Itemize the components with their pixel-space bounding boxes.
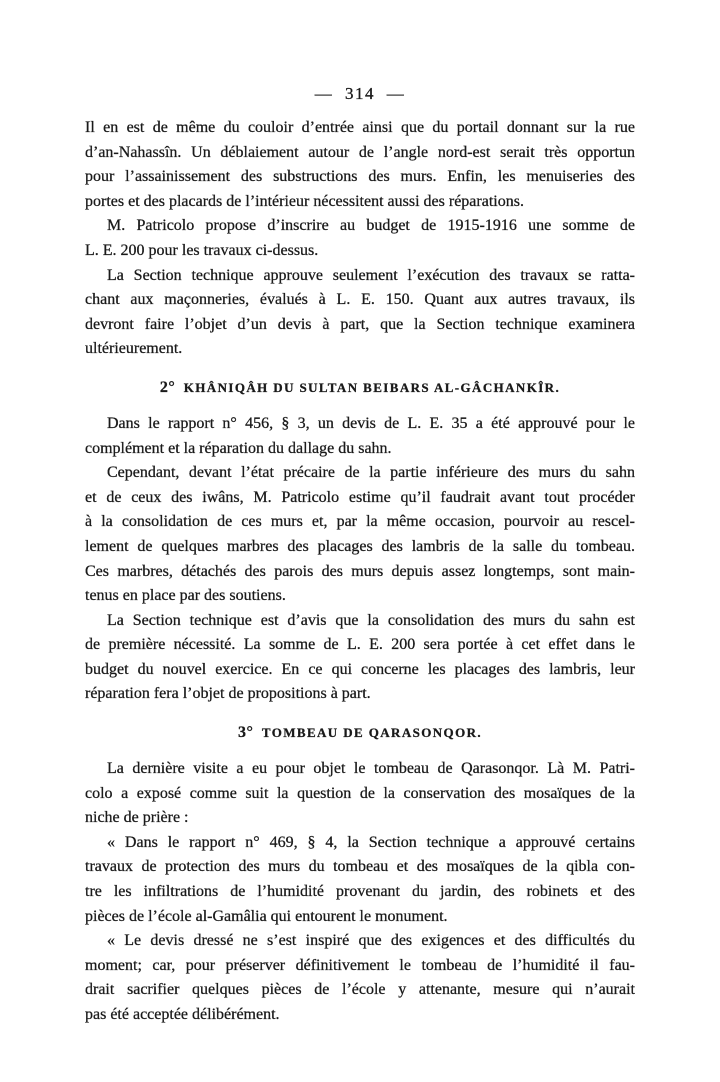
text-line: La Section technique approuve seulement l’exécution des travaux se ratta- (107, 266, 635, 284)
text-line: portes et des placards de l’intérieur nécessitent aussi des réparations. (85, 192, 524, 210)
text-line: chant aux maçonneries, évalués à L. E. 150. Quant aux autres travaux, ils (85, 291, 635, 309)
text-line: et de ceux des iwâns, M. Patricolo estime qu’il faudrait avant tout procéder (85, 488, 635, 506)
text-line: colo a exposé comme suit la question de la conservation des mosaïques de la (85, 784, 635, 802)
text-line: pas été acceptée délibérément. (85, 1006, 280, 1023)
text-line: « Dans le rapport n° 469, § 4, la Section technique a approuvé certains (107, 833, 635, 851)
text-line: La dernière visite a eu pour objet le tombeau de Qarasonqor. Là M. Patri- (107, 760, 635, 778)
text-line: de première nécessité. La somme de L. E. 200 sera portée à cet effet dans le (85, 636, 635, 654)
section-heading-title: TOMBEAU DE QARASONQOR. (261, 725, 483, 741)
text-line: complément et la réparation du dallage du sahn. (85, 439, 392, 457)
section-heading-number: 3° (237, 724, 262, 742)
text-line: d’an-Nahassîn. Un déblaiement autour de l’angle nord-est serait très opportun (85, 143, 635, 161)
text-line: moment; car, pour préserver définitivement le tombeau de l’humidité il fau- (85, 956, 635, 974)
text-line: drait sacrifier quelques pièces de l’école y attenante, mesure qui n’aurait (85, 981, 635, 999)
text-line: travaux de protection des murs du tombeau et des mosaïques de la qibla con- (85, 858, 635, 876)
text-line: Cependant, devant l’état précaire de la partie inférieure des murs du sahn (107, 464, 635, 482)
text-line: devront faire l’objet d’un devis à part, que la Section technique examinera (85, 315, 635, 333)
text-line: pièces de l’école al-Gamâlia qui entourent le monument. (85, 907, 448, 925)
text-line: à la consolidation de ces murs et, par la même occasion, pourvoir au rescel- (85, 513, 635, 531)
text-line: Il en est de même du couloir d’entrée ainsi que du portail donnant sur la rue (85, 119, 635, 136)
text-line: L. E. 200 pour les travaux ci-dessus. (85, 241, 319, 259)
section-heading (85, 720, 635, 745)
text-line: M. Patricolo propose d’inscrire au budget de 1915-1916 une somme de (107, 217, 635, 235)
text-line: réparation fera l’objet de propositions à part. (85, 685, 371, 703)
text-line: Dans le rapport n° 456, § 3, un devis de L. E. 35 a été approuvé pour le (107, 414, 635, 432)
page-number: — 314 — (314, 84, 406, 103)
text-line: tenus en place par des soutiens. (85, 587, 286, 605)
text-line: niche de prière : (85, 809, 189, 827)
text-line: tre les infiltrations de l’humidité provenant du jardin, des robinets et des (85, 883, 635, 901)
section-heading-number: 2° (159, 378, 184, 396)
text-line: lement de quelques marbres des placages des lambris de la salle du tombeau. (85, 537, 635, 555)
text-line: budget du nouvel exercice. En ce qui concerne les placages des lambris, leur (85, 660, 635, 678)
section-heading-title: KHÂNIQÂH DU SULTAN BEIBARS AL-GÂCHANKÎR. (183, 379, 561, 395)
text-line: « Le devis dressé ne s’est inspiré que des exigences et des difficultés du (107, 932, 635, 950)
section-heading (85, 375, 635, 400)
text-line: ultérieurement. (85, 340, 183, 358)
text-line: La Section technique est d’avis que la consolidation des murs du sahn est (107, 611, 635, 629)
text-block (85, 116, 635, 1028)
text-line: pour l’assainissement des substructions des murs. Enfin, les menuiseries des (85, 168, 635, 186)
text-line: Ces marbres, détachés des parois des murs depuis assez longtemps, sont main- (85, 562, 635, 580)
